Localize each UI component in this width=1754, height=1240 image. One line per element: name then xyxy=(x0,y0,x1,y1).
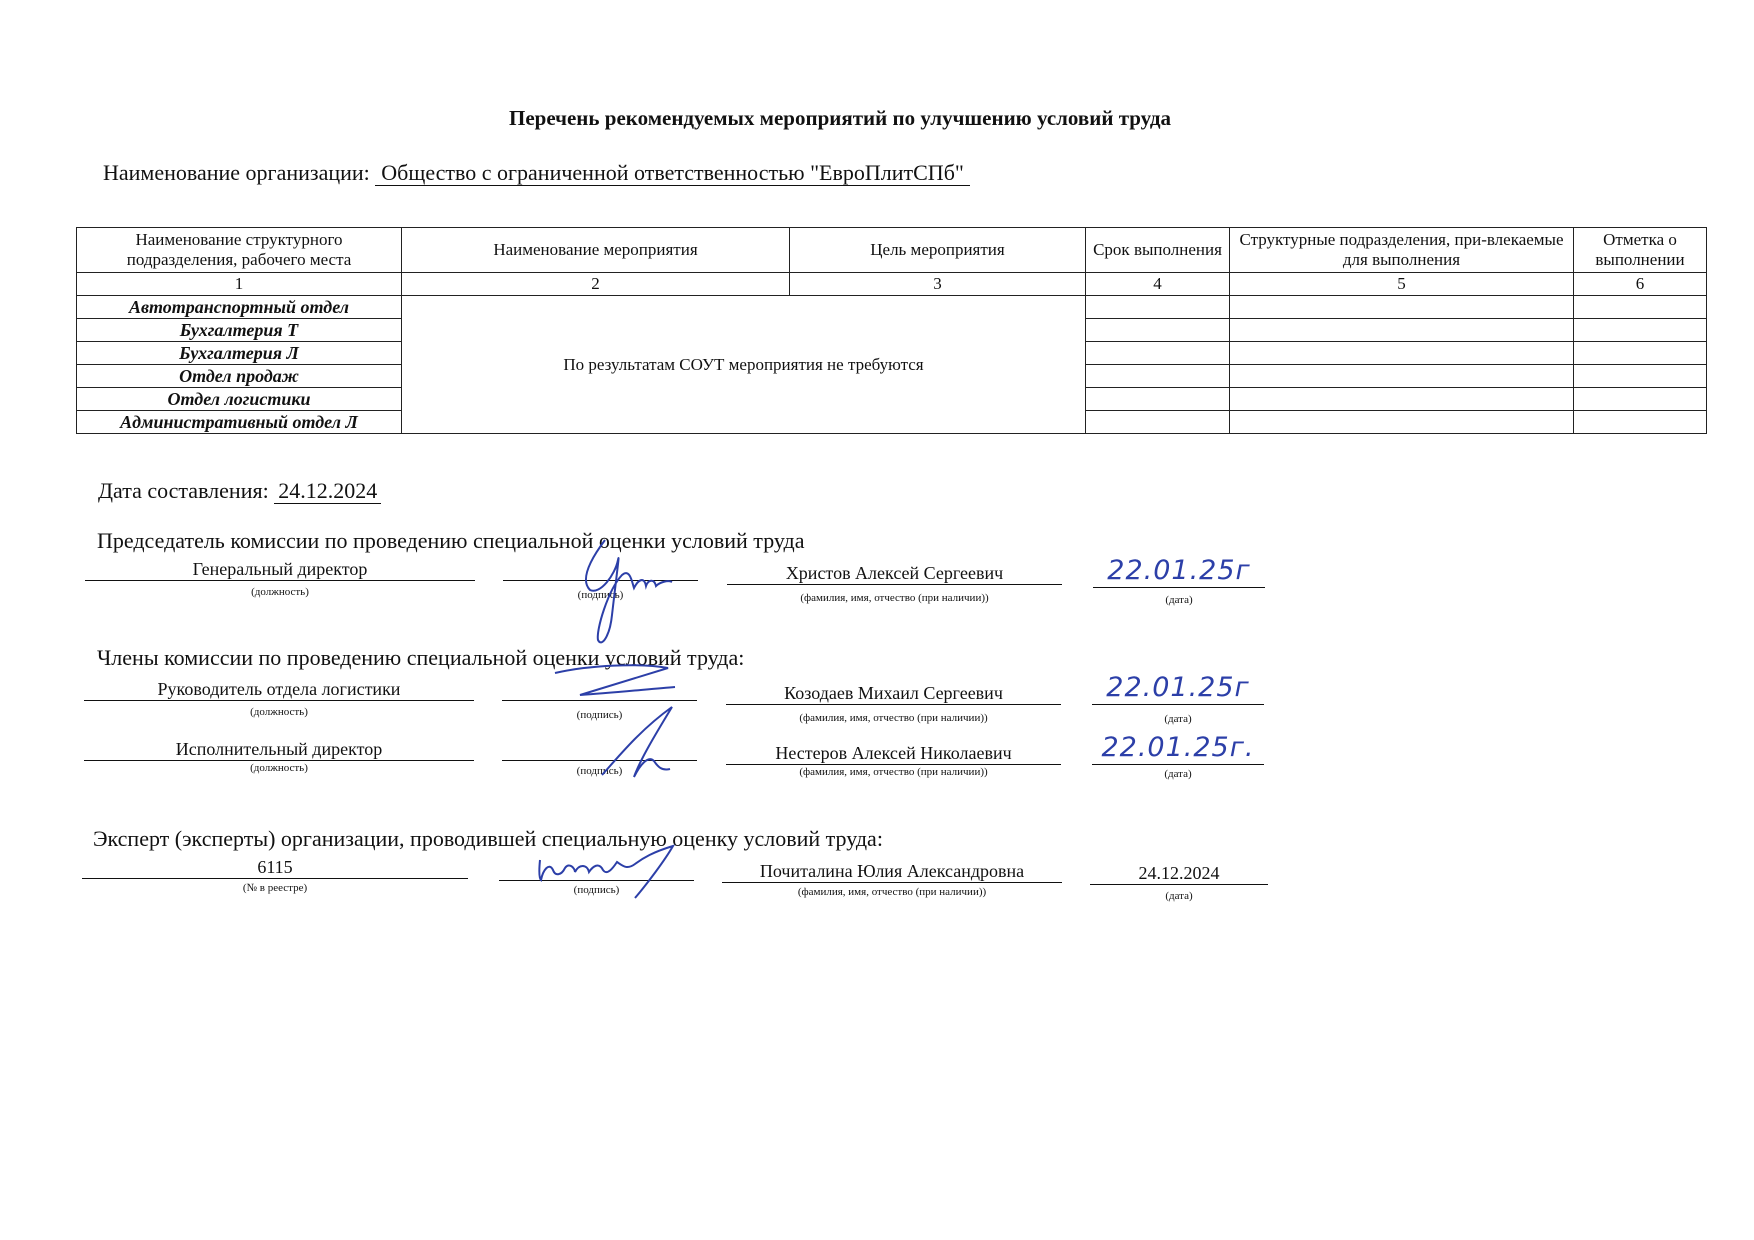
position-caption: (должность) xyxy=(250,706,308,718)
empty-cell xyxy=(1230,365,1574,388)
merged-note: По результатам СОУТ мероприятия не требуются xyxy=(402,296,1086,434)
header-measure: Наименование мероприятия xyxy=(402,228,790,273)
signature-caption: (подпись) xyxy=(573,884,620,896)
date-caption: (дата) xyxy=(1165,890,1193,902)
date-caption: (дата) xyxy=(1164,713,1192,725)
name-caption: (фамилия, имя, отчество (при наличии)) xyxy=(799,712,988,724)
expert-signature-icon xyxy=(535,840,695,902)
expert-registry-number: 6115 xyxy=(82,856,468,879)
empty-cell xyxy=(1086,342,1230,365)
member-2-signature-icon xyxy=(600,705,680,780)
empty-cell xyxy=(1086,388,1230,411)
name-caption: (фамилия, имя, отчество (при наличии)) xyxy=(799,766,988,778)
member-1-date-handwritten: 22.01.25г xyxy=(1092,672,1264,705)
organization-line xyxy=(103,160,970,186)
empty-cell xyxy=(1574,296,1707,319)
member-2-date-handwritten: 22.01.25г. xyxy=(1092,732,1264,765)
header-involved-units: Структурные подразделения, при-влекаемые для выполнения xyxy=(1230,228,1574,273)
registry-caption: (№ в реестре) xyxy=(242,882,308,894)
column-number: 6 xyxy=(1574,273,1707,296)
header-goal: Цель мероприятия xyxy=(790,228,1086,273)
page-title: Перечень рекомендуемых мероприятий по улучшению условий труда xyxy=(509,106,1171,130)
empty-cell xyxy=(1574,365,1707,388)
department-cell: Бухгалтерия Л xyxy=(77,342,402,365)
empty-cell xyxy=(1574,411,1707,434)
organization-label: Наименование организации: xyxy=(103,160,370,185)
column-number: 4 xyxy=(1086,273,1230,296)
expert-heading: Эксперт (эксперты) организации, проводившей специальную оценку условий труда: xyxy=(93,826,883,851)
compilation-date-label: Дата составления: xyxy=(98,478,269,503)
chairman-date-handwritten: 22.01.25г xyxy=(1093,555,1265,588)
department-cell: Автотранспортный отдел xyxy=(77,296,402,319)
header-completion-mark: Отметка о выполнении xyxy=(1574,228,1707,273)
empty-cell xyxy=(1230,319,1574,342)
column-number: 3 xyxy=(790,273,1086,296)
signature-caption: (подпись) xyxy=(576,765,623,777)
expert-date: 24.12.2024 xyxy=(1090,862,1268,885)
column-number: 2 xyxy=(402,273,790,296)
department-cell: Отдел продаж xyxy=(77,365,402,388)
organization-name: Общество с ограниченной ответственностью "ЕвроПлитСПб" xyxy=(375,161,970,186)
expert-name: Почиталина Юлия Александровна xyxy=(722,860,1062,883)
member-1-name: Козодаев Михаил Сергеевич xyxy=(726,682,1061,705)
empty-cell xyxy=(1230,296,1574,319)
empty-cell xyxy=(1086,319,1230,342)
member-1-signature-icon xyxy=(550,663,680,703)
empty-cell xyxy=(1230,411,1574,434)
department-cell: Отдел логистики xyxy=(77,388,402,411)
empty-cell xyxy=(1086,365,1230,388)
empty-cell xyxy=(1230,342,1574,365)
chairman-name: Христов Алексей Сергеевич xyxy=(727,562,1062,585)
signature-caption: (подпись) xyxy=(576,709,623,721)
empty-cell xyxy=(1086,411,1230,434)
position-caption: (должность) xyxy=(250,762,308,774)
empty-cell xyxy=(1230,388,1574,411)
member-1-position: Руководитель отдела логистики xyxy=(84,678,474,701)
empty-cell xyxy=(1574,319,1707,342)
measures-table xyxy=(76,227,1707,434)
members-heading: Члены комиссии по проведению специальной оценки условий труда: xyxy=(97,645,745,670)
header-department: Наименование структурного подразделения, рабочего места xyxy=(77,228,402,273)
header-deadline: Срок выполнения xyxy=(1086,228,1230,273)
compilation-date-value: 24.12.2024 xyxy=(274,479,381,504)
date-caption: (дата) xyxy=(1164,768,1192,780)
signature-caption: (подпись) xyxy=(577,589,624,601)
column-number: 1 xyxy=(77,273,402,296)
chairman-position: Генеральный директор xyxy=(85,558,475,581)
chairman-signature-icon xyxy=(560,520,680,650)
department-cell: Бухгалтерия Т xyxy=(77,319,402,342)
compilation-date-line xyxy=(98,478,381,504)
name-caption: (фамилия, имя, отчество (при наличии)) xyxy=(800,592,989,604)
chairman-heading: Председатель комиссии по проведению специальной оценки условий труда xyxy=(97,528,805,553)
empty-cell xyxy=(1086,296,1230,319)
name-caption: (фамилия, имя, отчество (при наличии)) xyxy=(797,886,987,898)
table-row xyxy=(77,296,1707,319)
member-2-name: Нестеров Алексей Николаевич xyxy=(726,742,1061,765)
position-caption: (должность) xyxy=(251,586,309,598)
member-2-position: Исполнительный директор xyxy=(84,738,474,761)
column-number: 5 xyxy=(1230,273,1574,296)
date-caption: (дата) xyxy=(1165,594,1193,606)
department-cell: Административный отдел Л xyxy=(77,411,402,434)
empty-cell xyxy=(1574,342,1707,365)
empty-cell xyxy=(1574,388,1707,411)
